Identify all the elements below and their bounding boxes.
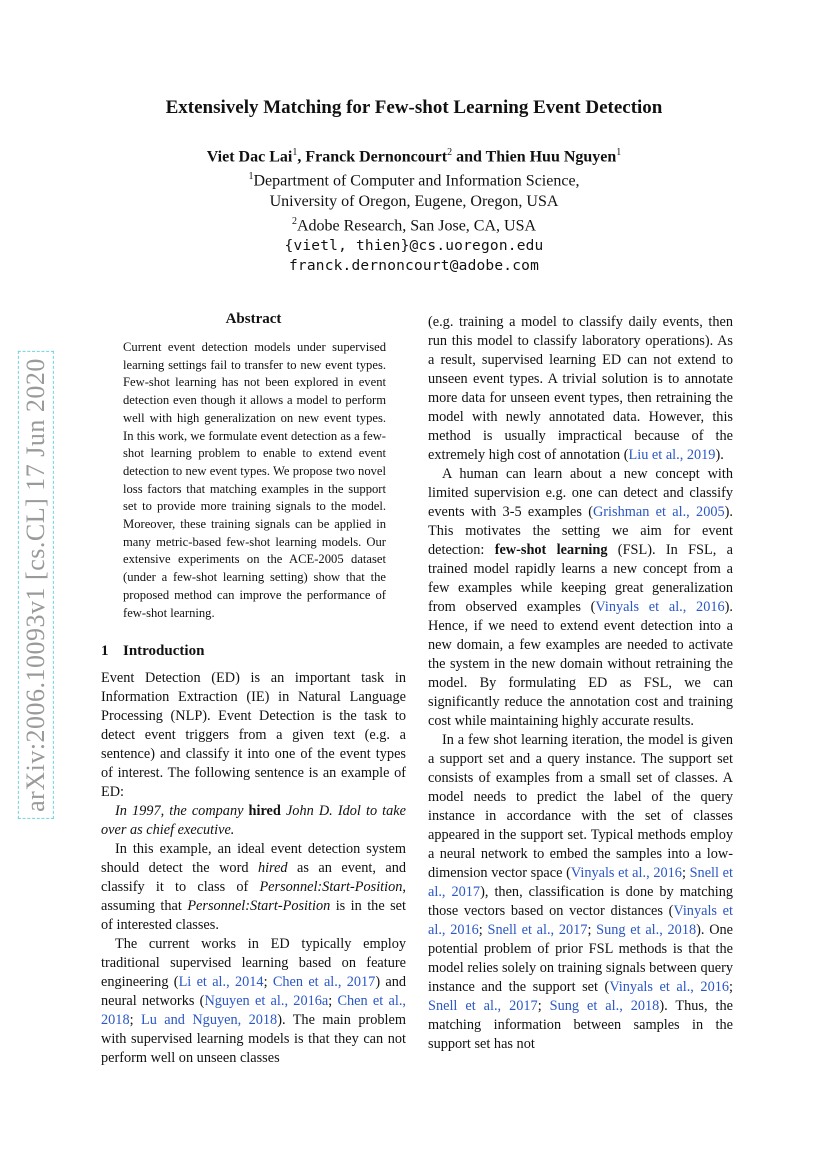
left-column [101,310,406,1068]
affiliation-2: $^2$Adobe Research, San Jose, CA, USA [291,215,537,234]
intro-paragraph-4: A human can learn about a new concept with limited supervision e.g. one can detect and classify events with 3-5 examples (Grishman et al., 2005). This motivates the setting we aim for event detection: few-shot learning (FSL). In FSL, a trained model rapidly learns a new concept from a few examples while keeping great generalization from observed examples (Vinyals et al., 2016). Hence, if we need to extend event detection into a new domain, a few examples are needed to activate the system in the new domain without retraining the model. By formulating ED as FSL, we can significantly reduce the annotation cost and training cost while maintaining highly accurate results. [428,466,733,729]
intro-paragraph-5: In a few shot learning iteration, the model is given a support set and a query instance. The support set consists of examples from a small set of classes. A model needs to predict the label of the query instance in accordance with the set of classes appeared in the support set. Typical methods employ a neural network to embed the samples into a low-dimension vector space (Vinyals et al., 2016; Snell et al., 2017), then, classification is done by matching those vectors based on vector distances (Vinyals et al., 2016; Snell et al., 2017; Sung et al., 2018). One potential problem of prior FSL methods is that the model relies solely on training signals between query instance and the support set (Vinyals et al., 2016; Snell et al., 2017; Sung et al., 2018). Thus, the matching information between samples in the support set has not [428,732,734,1052]
intro-paragraph-3-continued: (e.g. training a model to classify daily events, then run this model to classify laboratory operations). As a result, supervised learning ED can not extend to unseen event types. A trivial solution is to annotate more data for unseen event types, then retraining the model with newly annotated data. However, this method is usually impractical because of the extremely high cost of annotation (Liu et al., 2019). [428,314,733,463]
abstract-body: Current event detection models under supervised learning settings fail to transfer to new event types. Few-shot learning has not been explored in event detection even though it allows a model to perform well with high generalization on new event types. In this work, we formulate event detection as a few-shot learning problem to enable to extend event detection to new event types. We propose two novel loss factors that matching examples in the support set to provide more training signals to the model. Moreover, these training signals can be applied in many metric-based few-shot learning models. Our extensive experiments on the ACE-2005 dataset (under a few-shot learning setting) show that the proposed method can improve the performance of few-shot learning. [123,340,386,620]
email-adobe: franck.dernoncourt@adobe.com [288,257,540,274]
intro-paragraph-2: In this example, an ideal event detection system should detect the word hired as an event, and classify it to class of Personnel:Start-Position, assuming that Personnel:Start-Position is in the set of interested classes. [101,841,406,934]
author-names: Viet Dac Lai$^1$, Franck Dernoncourt$^2$ and Thien Huu Nguyen$^1$ [206,147,622,166]
section-heading-introduction [101,642,406,661]
affiliation-1: $^1$Department of Computer and Information Science, [248,171,580,190]
abstract-heading: Abstract [225,311,282,327]
email-uoregon: {vietl, thien}@cs.uoregon.edu [284,237,544,254]
right-column [428,313,733,1054]
arxiv-identifier-text: arXiv:2006.10093v1 [cs.CL] 17 Jun 2020 [21,354,51,816]
intro-paragraph-3: The current works in ED typically employ traditional supervised learning based on feature engineering (Li et al., 2014; Chen et al., 2017) and neural networks (Nguyen et al., 2016a; Chen et al., 2018; Lu and Nguyen, 2018). The main problem with supervised learning models is that they can not perform well on unseen classes [101,936,407,1067]
paper-title: Extensively Matching for Few-shot Learning Event Detection [165,97,663,118]
affiliation-1-location: University of Oregon, Eugene, Oregon, USA [269,192,559,210]
intro-paragraph-1: Event Detection (ED) is an important task in Information Extraction (IE) in Natural Language Processing (NLP). Event Detection is the task to detect event triggers from a given text (e.g. a sentence) and classify it into one of the event types of interest. The following sentence is an example of ED: [101,670,406,801]
section-title: Introduction [123,643,205,660]
author-block [0,143,828,276]
section-number: 1 [101,643,109,660]
arxiv-identifier [20,340,52,830]
example-sentence: In 1997, the company hired John D. Idol to take over as chief executive. [101,803,406,839]
